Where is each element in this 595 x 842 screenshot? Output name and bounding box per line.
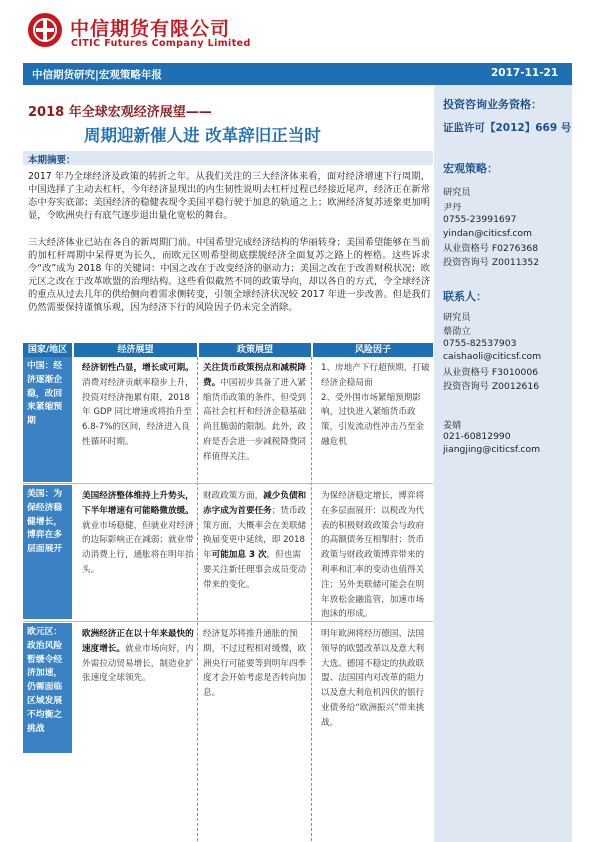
report-date: 2017-11-21 [491,67,559,79]
table-header-risk: 风险因子 [313,343,433,357]
analyst-email[interactable]: yindan@citicsf.com [443,228,532,239]
china-policy-text: 中国初步具备了进入紧缩货币政策的条件，但受到高社会杠杆和经济企稳基础尚且脆弱的限制。此外，政府是否会进一步减税降费同样值得关注。 [203,377,307,462]
analyst-cert: 从业资格号 F0276368 [443,243,539,254]
citic-logo-icon [28,13,62,47]
license-number: 证监许可【2012】669 号 [443,122,572,134]
contact2-phone: 021-60812990 [443,431,511,442]
eu-economy-cell [82,627,195,686]
summary-paragraph-2: 三大经济体业已站在各自的新周期门前。中国希望完成经济结构的华丽转身；美国希望能够在当前的加杠杆周期中呆得更为长久，而欧元区则希望彻底摆脱经济全面复苏之路上的桎梏。这些诉求令“改”成为 2018 年的关键词：中国之改在于改变经济的驱动力；美国之改在于改善财税状况；欧元区之改在于改革欧盟的治理结构。这些看似截然不同的政策导向，却以各自的方式，令全球经济的重点从过去几年的供给侧向着需求侧转变，引领全球经济状况较 2017 年进一步改善。但是我们仍然需要保持谨慎乐观，因为经济下行的风险因子仍未完全消除。 [28,237,430,314]
row-region-eurozone: 欧元区：政治风险暂缓令经济加速，仍需面临区域发展不均衡之挑战 [23,623,72,753]
table-header-economy: 经济展望 [74,343,197,357]
brand-name-en: CITIC Futures Company Limited [71,38,251,49]
china-economy-text: 消费对经济贡献率稳步上升，投资对经济拖累有限，2018 年 GDP 同比增速或将抬升至 6.8-7%的区间，经济进入良性循环时期。 [82,377,194,447]
china-policy-cell [203,361,309,465]
contact1-cert: 从业资格号 F3010006 [443,367,539,378]
us-economy-text: 就业市场稳健，但就业对经济的边际影响正在减弱；就业带动消费上行，通胀将在明年抬头。 [82,520,194,575]
contact1-name: 蔡劭立 [443,326,471,337]
china-risk-cell: 1、房地产下行超预期，打破经济企稳局面 2、受外围市场紧缩预期影响，过快进入紧缩货币政策，引发流动性冲击乃至金融危机 [321,363,430,447]
us-policy-cell [203,489,309,593]
qualification-heading: 投资咨询业务资格： [443,98,542,111]
us-policy-bold-2: 可能加息 3 次 [211,550,267,561]
report-series: 中信期货研究|宏观策略年报 [32,69,162,81]
report-title-line1: 2018 年全球宏观经济展望—— [28,105,212,120]
contact1-invest: 投资咨询号 Z0012616 [443,381,540,392]
brand-name-cn: 中信期货有限公司 [70,18,231,40]
us-economy-cell [82,489,195,578]
analyst-name: 尹丹 [443,202,462,213]
eu-policy-cell: 经济复苏将推升通胀的预期，不过过程相对缓慢，欧洲央行可能要等到明年四季度才会开始考虑是否转向加息。 [203,629,307,699]
contact-heading: 联系人： [443,290,487,303]
column-divider [311,357,312,841]
us-policy-bold: 减少负债和赤字成为首要任务 [203,491,307,516]
table-header-policy: 政策展望 [199,343,311,357]
summary-bar [23,151,433,165]
contact1-phone: 0755-82537903 [443,338,517,349]
contact1-email[interactable]: caishaoli@citicsf.com [443,351,542,362]
contact1-role: 研究员 [443,312,471,323]
china-economy-cell [82,361,195,450]
row-region-us: 美国：为保经济稳健增长，博弈在多层面展开 [23,485,72,619]
row-divider [23,483,433,484]
analyst-invest: 投资咨询号 Z0011352 [443,257,540,268]
row-region-china: 中国：经济逐渐企稳，改回来紧缩预期 [23,357,72,482]
eu-risk-cell: 明年欧洲将经历德国、法国领导的欧盟改革以及意大利大选。德国不稳定的执政联盟、法国国内对改革的阻力以及意大利危机四伏的银行业债务给“欧洲振兴”带来挑战。 [321,629,425,728]
analyst-phone: 0755-23991697 [443,214,517,225]
summary-label: 本期摘要： [28,155,76,166]
eu-economy-bold: 欧洲经济正在以十年来最快的速度增长。 [82,629,194,654]
table-header-region: 国家/地区 [23,343,72,357]
us-policy-pre: 财政政策方面， [203,491,264,501]
us-economy-bold: 美国经济整体维持上升势头，下半年增速有可能略微放缓。 [82,491,194,516]
analyst-role: 研究员 [443,187,471,198]
china-economy-bold: 经济韧性凸显，增长或可期。 [82,363,194,373]
strategy-heading: 宏观策略： [443,162,498,175]
us-policy-text: ，但也需要关注新任理事会成员变动带来的变化。 [203,550,307,590]
eu-economy-text: 就业市场向好，内外需拉动贸易增长，制造业扩张速度全球领先。 [82,643,194,684]
contact2-email[interactable]: jiangjing@citicsf.com [443,444,541,455]
contact2-name: 姜婧 [443,420,462,431]
us-policy-mid: ；货币政策方面，大概率会在美联储换届变更中延续，即 2018 年 [203,505,307,561]
report-title-line2: 周期迎新催人进 改革辞旧正当时 [84,126,321,145]
column-divider [197,357,198,841]
row-divider [23,621,433,622]
us-risk-cell: 为保经济稳定增长，博弈将在多层面展开：以税改为代表的积极财政政策会与政府的高额债务互相掣肘；货币政策与财政政策博弈带来的利率和汇率的变动也值得关注；另外美联储可能会在明年放松金融监管，加速市场泡沫的形成。 [321,491,425,620]
china-policy-bold: 关注货币政策拐点和减税降费。 [203,363,307,388]
summary-paragraph-1: 2017 年乃全球经济及政策的转折之年。从我们关注的三大经济体来看，面对经济增速下行周期，中国选择了主动去杠杆，今年经济显现出的内生韧性说明去杠杆过程已经接近尾声，经济正在新常态中夯实底部；美国经济的稳健表现令美国平稳行驶于加息的轨道之上；欧洲经济复苏迹象更加明显，令欧洲央行有底气逐步退出量化宽松的舞台。 [28,171,430,222]
